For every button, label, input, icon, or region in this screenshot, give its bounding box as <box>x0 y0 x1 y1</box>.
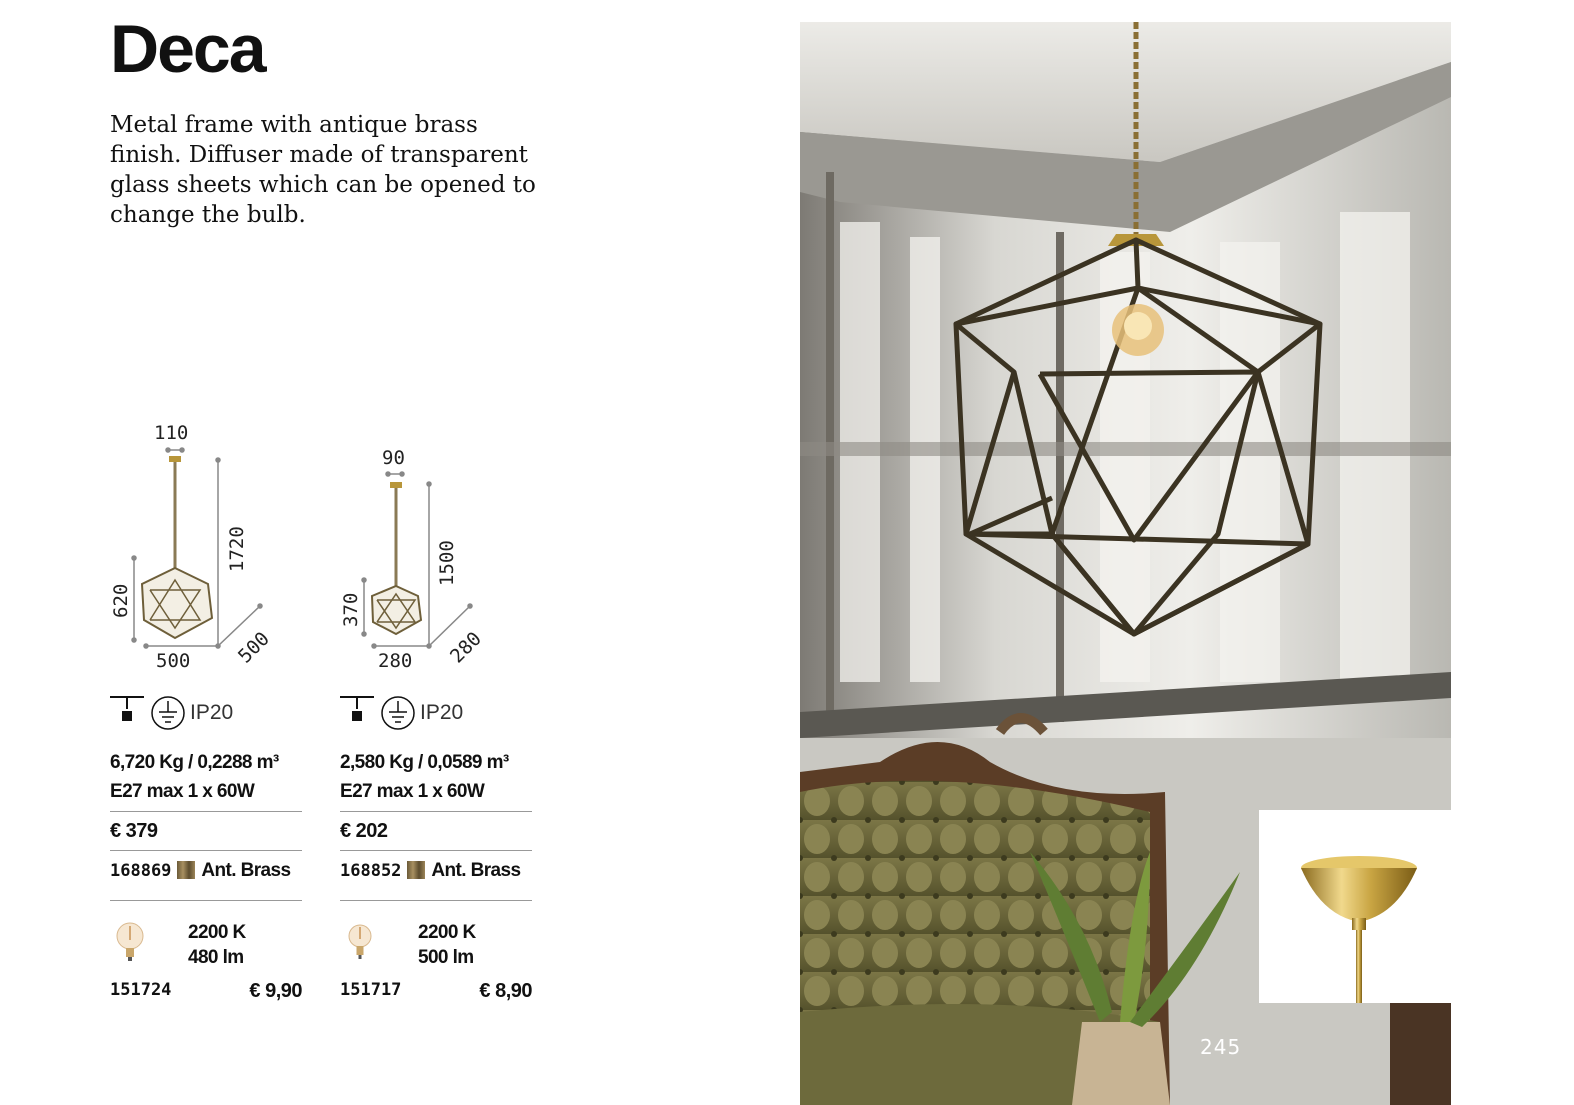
bulb-price: € 8,90 <box>479 980 532 1002</box>
brass-swatch <box>177 861 195 879</box>
canopy-detail-photo <box>1259 810 1451 1003</box>
product-code: 168852 <box>340 861 402 881</box>
icon-row <box>110 695 302 731</box>
brass-canopy-image <box>1259 810 1451 1003</box>
globe-bulb-icon <box>110 918 150 966</box>
dim-depth: 280 <box>446 627 486 668</box>
weight-volume: 2,580 Kg / 0,0589 m³ <box>340 752 509 773</box>
bulb-price: € 9,90 <box>249 980 302 1002</box>
icon-row <box>340 695 532 731</box>
finish-label: Ant. Brass <box>431 860 521 881</box>
dim-canopy-width: 90 <box>382 447 405 469</box>
dim-total-height: 1500 <box>436 540 458 586</box>
product-description: Metal frame with antique brass finish. Diffuser made of transparent glass sheets which can be opened to change the bulb. <box>110 112 536 228</box>
lamp-outline-icon <box>340 420 532 682</box>
product-variant-large <box>110 420 302 1002</box>
bulb-code: 151717 <box>340 980 402 1000</box>
suspension-and-earth-icon <box>110 695 186 731</box>
bulb-order-row <box>110 980 302 1006</box>
bulb-code: 151724 <box>110 980 172 1000</box>
finish-label: Ant. Brass <box>201 860 291 881</box>
bulb-fitting: E27 max 1 x 60W <box>110 781 255 802</box>
ip-rating: IP20 <box>190 701 234 724</box>
dim-total-height: 1720 <box>226 526 248 572</box>
finish-row <box>110 860 302 882</box>
dimension-drawing <box>110 420 302 682</box>
dim-canopy-width: 110 <box>154 422 189 444</box>
divider <box>340 811 532 812</box>
bulb-colour-temp: 2200 K <box>188 922 246 943</box>
page-number: 245 <box>1200 1035 1242 1059</box>
lamp-outline-icon <box>110 420 302 682</box>
dim-width: 500 <box>156 650 191 672</box>
suspension-and-earth-icon <box>340 695 416 731</box>
dim-depth: 500 <box>234 627 274 668</box>
bulb-lumens: 480 lm <box>188 947 244 968</box>
divider <box>110 811 302 812</box>
divider <box>110 850 302 851</box>
dimension-drawing <box>340 420 532 682</box>
weight-volume: 6,720 Kg / 0,2288 m³ <box>110 752 279 773</box>
divider <box>340 850 532 851</box>
brass-swatch <box>407 861 425 879</box>
dim-width: 280 <box>378 650 413 672</box>
product-variant-small <box>340 420 532 1002</box>
price: € 202 <box>340 820 388 842</box>
bulb-order-row <box>340 980 532 1006</box>
product-code: 168869 <box>110 861 172 881</box>
finish-row <box>340 860 532 882</box>
product-title: Deca <box>110 11 265 87</box>
globe-bulb-icon <box>340 918 380 966</box>
dim-body-height: 620 <box>110 583 132 618</box>
divider <box>110 900 302 901</box>
bulb-fitting: E27 max 1 x 60W <box>340 781 485 802</box>
bulb-specs <box>188 920 246 970</box>
dim-body-height: 370 <box>340 592 362 627</box>
bulb-colour-temp: 2200 K <box>418 922 476 943</box>
divider <box>340 900 532 901</box>
ip-rating: IP20 <box>420 701 464 724</box>
bulb-lumens: 500 lm <box>418 947 474 968</box>
price: € 379 <box>110 820 158 842</box>
bulb-specs <box>418 920 476 970</box>
